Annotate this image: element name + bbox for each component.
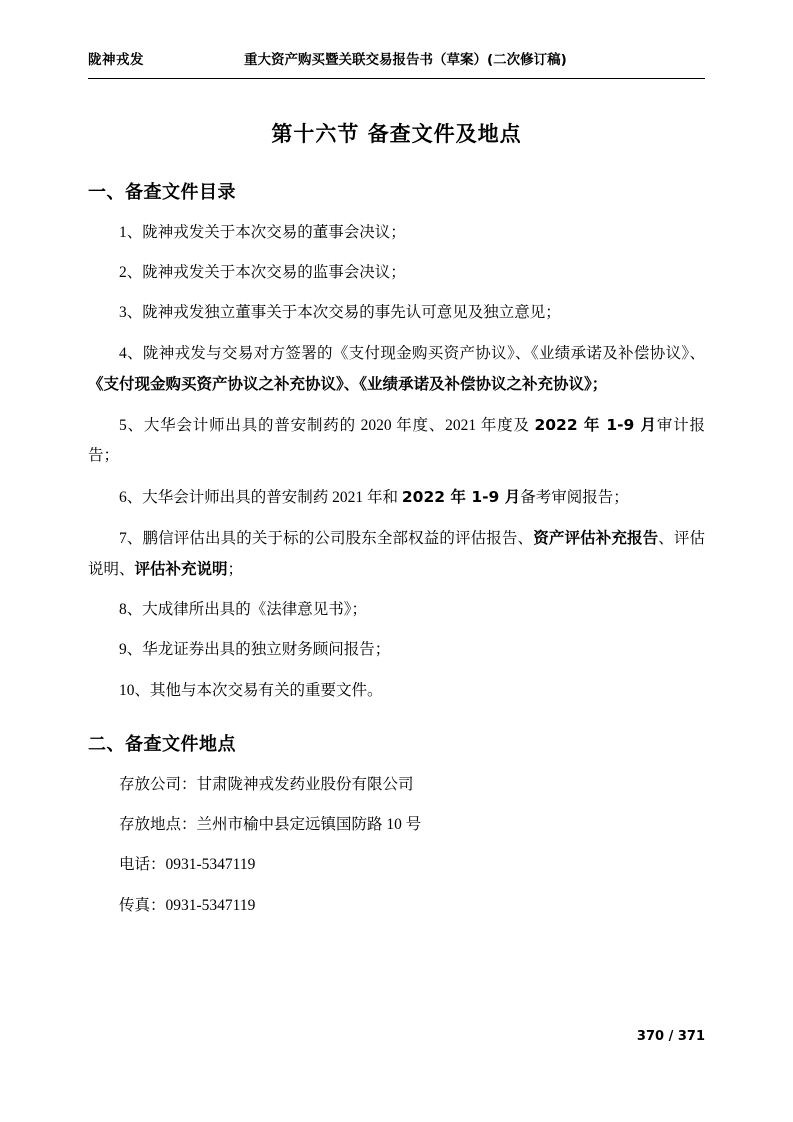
page-title: 第十六节 备查文件及地点 xyxy=(271,122,522,146)
paragraph-text: 审计报告； xyxy=(88,417,705,465)
emphasized-text: 2022 年 1-9 月 xyxy=(401,487,521,506)
emphasized-text: 2022 年 1-9 月 xyxy=(534,416,657,435)
paragraph-text: 电话：0931-5347119 xyxy=(119,856,256,874)
document-paragraph xyxy=(88,635,705,665)
paragraph-text: 9、华龙证券出具的独立财务顾问报告； xyxy=(119,641,391,659)
document-paragraph xyxy=(88,482,705,513)
page-header xyxy=(88,48,705,68)
document-paragraph xyxy=(88,595,705,625)
paragraph-text: 传真：0931-5347119 xyxy=(119,896,256,914)
document-paragraph xyxy=(88,218,705,248)
header-document-title: 重大资产购买暨关联交易报告书（草案）(二次修订稿) xyxy=(244,52,567,68)
header-divider xyxy=(88,78,705,79)
document-paragraph xyxy=(88,770,705,800)
paragraph-text: 7、鹏信评估出具的关于标的公司股东全部权益的评估报告、 xyxy=(119,529,534,547)
paragraph-text: 备考审阅报告； xyxy=(520,488,629,506)
paragraph-text: 4、陇神戎发与交易对方签署的《支付现金购买资产协议》、《业绩承诺及补偿协议》、 xyxy=(119,344,705,362)
document-paragraph xyxy=(88,523,705,585)
paragraph-text: 1、陇神戎发关于本次交易的董事会决议； xyxy=(119,224,406,241)
paragraph-text: 8、大成律所出具的《法律意见书》； xyxy=(119,601,368,619)
paragraph-text: 2、陇神戎发关于本次交易的监事会决议； xyxy=(119,264,406,282)
document-paragraph xyxy=(88,891,705,921)
sections-container xyxy=(88,178,705,921)
document-paragraph xyxy=(88,410,705,471)
paragraph-text: 存放地点：兰州市榆中县定远镇国防路 10 号 xyxy=(119,816,422,834)
paragraph-text: 6、大华会计师出具的普安制药 2021 年和 xyxy=(119,488,402,506)
paragraph-text: 存放公司：甘肃陇神戎发药业股份有限公司 xyxy=(119,775,414,793)
document-paragraph xyxy=(88,676,705,706)
document-paragraph xyxy=(88,298,705,328)
section-heading: 二、备查文件地点 xyxy=(88,733,236,755)
document-paragraph xyxy=(88,850,705,880)
paragraph-text: ； xyxy=(227,560,244,578)
paragraph-text: 5、大华会计师出具的普安制药的 2020 年度、2021 年度及 xyxy=(119,417,535,435)
emphasized-text: 评估补充说明 xyxy=(134,559,228,578)
emphasized-text: 资产评估补充报告 xyxy=(533,528,659,547)
paragraph-text: 3、陇神戎发独立董事关于本次交易的事先认可意见及独立意见； xyxy=(119,304,561,322)
paragraph-text: 、评估说明、 xyxy=(88,529,705,578)
document-body xyxy=(88,96,705,931)
section-heading: 一、备查文件目录 xyxy=(88,182,236,203)
paragraph-text: 10、其他与本次交易有关的重要文件。 xyxy=(119,681,383,699)
document-paragraph xyxy=(88,339,705,400)
emphasized-text: 《支付现金购买资产协议之补充协议》、《业绩承诺及补偿协议之补充协议》； xyxy=(88,374,608,393)
page-number: 370 / 371 xyxy=(636,1029,705,1044)
document-paragraph xyxy=(88,810,705,840)
header-company-name: 陇神戎发 xyxy=(88,52,144,68)
document-paragraph xyxy=(88,258,705,288)
